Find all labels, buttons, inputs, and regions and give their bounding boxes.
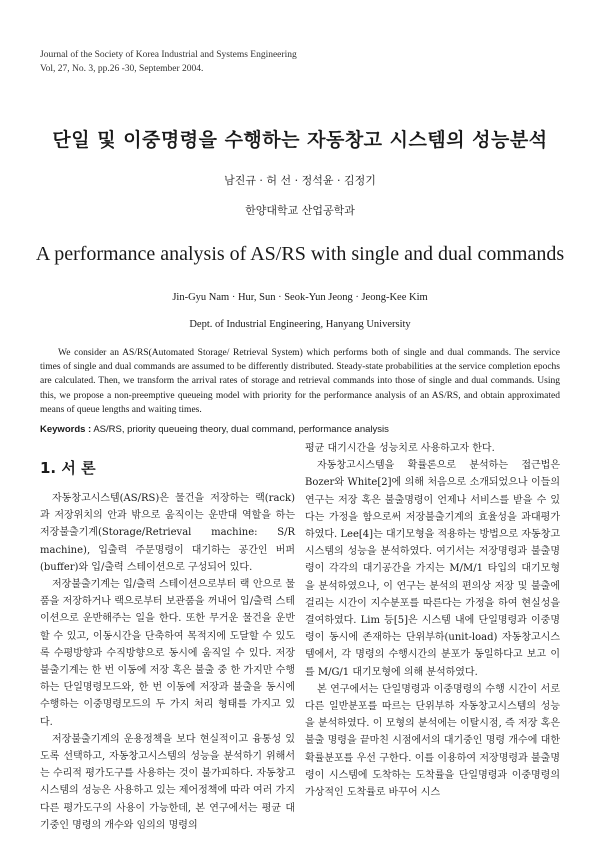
paragraph: 저장불출기계는 입/출력 스테이션으로부터 랙 안으로 물품을 저장하거나 랙으로부터 보관품을 꺼내어 입/출력 스테이션으로 운반해주는 일을 한다. 또한 무거운 물건을 운반할 수 있고, 이동시간을 단축하여 목적지에 도달할 수 있도록 수평방향과 수직방향으로 동시에 움직일 수 있다. 저장불출기계는 한 번 이동에 저장 혹은 불출 중 한 가지만 수행하는 단일명령모드와, 한 번 이동에 저장과 불출을 동시에 수행하는 이중명령모드의 두 가지 처리 형태를 가지고 있다. — [40, 579, 295, 728]
abstract: We consider an AS/RS(Automated Storage/ Retrieval System) which performs both of single and dual commands. The service times of single and dual commands are assumed to be differently distributed. Steady-state probabilities at the service completion epochs are calculated. Then, we transform the arrival rates of storage and retrieval commands into those of single and dual commands. Using this, we propose a non-preemptive queueing model with priority for the performance analysis of an AS/RS, and obtain approximated means of queue lengths and waiting times. — [40, 348, 560, 415]
section-heading: 1. 서 론 — [40, 459, 96, 477]
journal-volume: Vol, 27, No. 3, pp.26 -30, September 2004. — [40, 64, 204, 74]
paragraph: 평균 대기시간을 성능치로 사용하고자 한다. — [305, 443, 495, 454]
keywords-list: AS/RS, priority queueing theory, dual command, performance analysis — [93, 424, 389, 435]
affiliation-english: Dept. of Industrial Engineering, Hanyang University — [189, 319, 411, 330]
paragraph: 저장불출기계의 운용정책을 보다 현실적이고 융통성 있도록 선택하고, 자동창고시스템의 성능을 분석하기 위해서는 수리적 평가도구를 사용하는 것이 불가피하다. 자동창고시스템의 성능은 사용하고 있는 제어정책에 따라 여러 가지 다른 평가도구의 사용이 가능한데, 본 연구에서는 평균 대기중인 명령의 개수와 임의의 명령의 — [40, 733, 295, 831]
journal-info — [40, 48, 297, 76]
paragraph: 자동창고시스템(AS/RS)은 물건을 저장하는 랙(rack)과 저장위치의 안과 밖으로 움직이는 운반대 역할을 하는 저장불출기계(Storage/Retrieval machine: S/R machine), 입출력 주문명령이 대기하는 공간인 버퍼(buffer)와 입/출력 스테이션으로 구성되어 있다. — [40, 493, 295, 573]
title-english: A performance analysis of AS/RS with single and dual commands — [35, 243, 565, 265]
right-column — [305, 440, 560, 801]
left-column — [40, 490, 295, 834]
paragraph: 자동창고시스템을 확률론으로 분석하는 접근법은 Bozer와 White[2]에 의해 처음으로 소개되었으나 이들의 연구는 저장 혹은 불출명령이 언제나 서비스를 받을 수 있다는 가정을 함으로써 저장불출기계의 효율성을 과대평가하였다. Lee[4]는 대기모형을 적용하는 방법으로 자동창고시스템의 성능을 분석하였다. 여기서는 저장명령과 불출명령이 각각의 대기공간을 가지는 M/M/1 타입의 대기모형을 분석하였으나, 이 연구는 분석의 편의상 저장 및 불출에 걸리는 시간이 지수분포를 따른다는 가정을 하여 현실성을 결여하였다. Lim 등[5]은 시스템 내에 단일명령과 이중명령이 동시에 존재하는 단위부하(unit-load) 자동창고시스템에서, 각 명령의 수행시간의 분포가 동일하다고 보고 이를 M/G/1 대기모형에 의해 분석하였다. — [305, 460, 560, 678]
authors-english: Jin-Gyu Nam · Hur, Sun · Seok-Yun Jeong · Jeong-Kee Kim — [172, 292, 428, 303]
title-korean: 단일 및 이중명령을 수행하는 자동창고 시스템의 성능분석 — [52, 129, 548, 151]
keywords-label: Keywords : — [40, 424, 92, 435]
journal-name: Journal of the Society of Korea Industrial and Systems Engineering — [40, 50, 297, 60]
keywords — [40, 424, 570, 435]
authors-korean: 남진규 · 허 선 · 정석윤 · 김정기 — [224, 174, 376, 187]
affiliation-korean: 한양대학교 산업공학과 — [245, 204, 355, 217]
paragraph: 본 연구에서는 단일명령과 이중명령의 수행 시간이 서로 다른 일반분포를 따르는 단위부하 자동창고시스템의 성능을 분석하였다. 이 모형의 분석에는 이탈시점, 즉 저장 혹은 불출 명령을 끝마친 시점에서의 대기중인 명령 개수에 대한 확률분포를 우선 구한다. 이를 이용하여 저장명령과 불출명령이 시스템에 도착하는 도착률을 단일명령과 이중명령의 가상적인 도착률로 바꾸어 시스 — [305, 683, 560, 799]
